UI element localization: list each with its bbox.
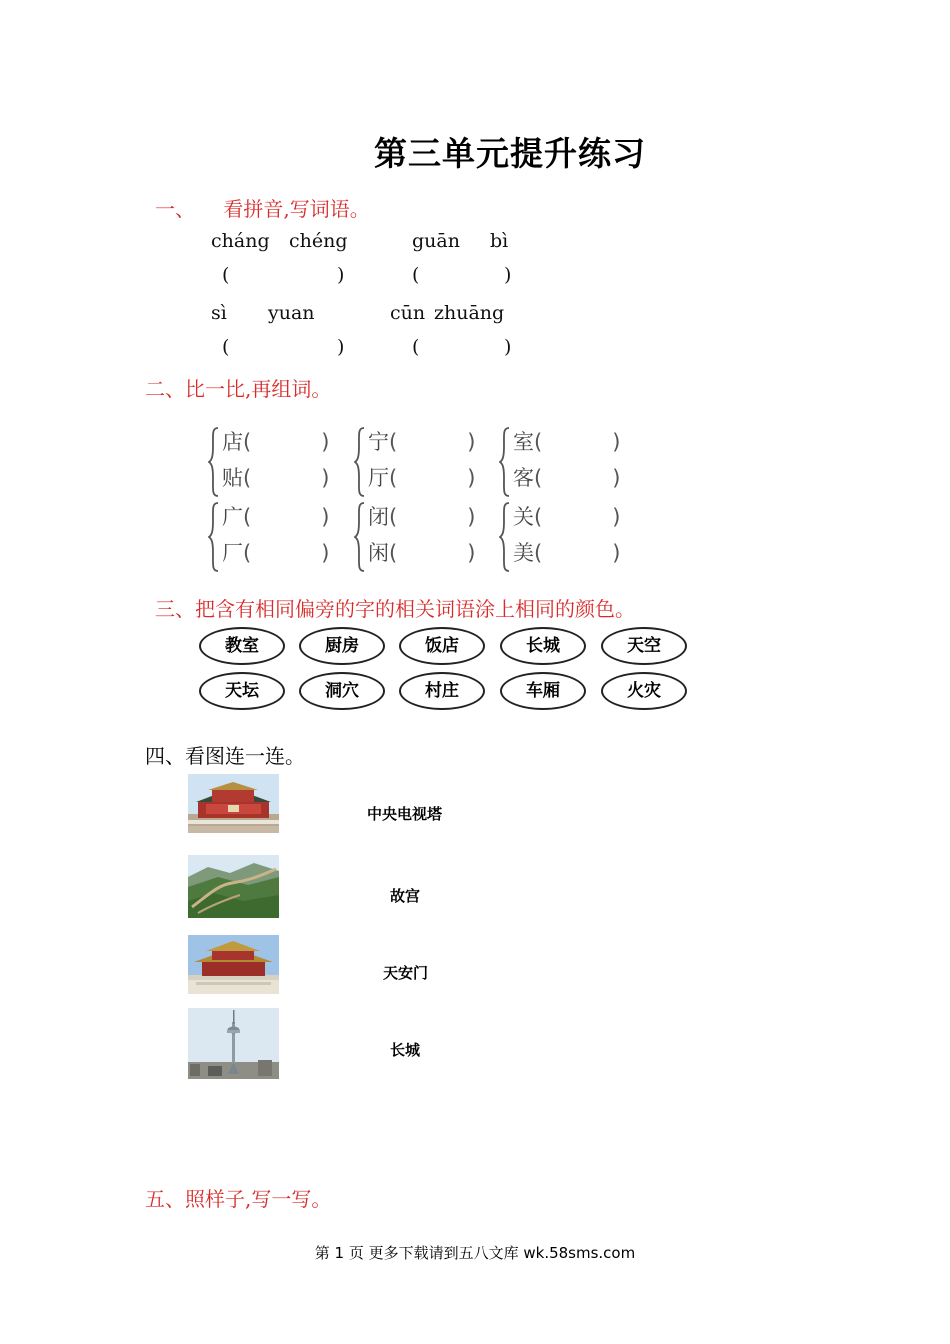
tiananmen-photo[interactable] [188, 774, 279, 833]
paren-open: ( [534, 466, 543, 490]
brace-icon [499, 501, 511, 573]
cctv-tower-photo[interactable] [188, 1008, 279, 1079]
compare-row[interactable] [513, 537, 620, 567]
paren-open: ( [389, 430, 398, 454]
compare-char: 关 [513, 505, 534, 529]
place-label[interactable]: 故宫 [390, 887, 421, 905]
compare-char: 厂 [222, 541, 243, 565]
section3-heading: 三、把含有相同偏旁的字的相关词语涂上相同的颜色。 [155, 597, 635, 621]
page-title: 第三单元提升练习 [374, 134, 646, 173]
answer-paren-close: ) [504, 264, 512, 286]
paren-close: ) [321, 430, 330, 454]
compare-char: 室 [513, 430, 534, 454]
word-oval[interactable]: 天坛 [199, 672, 285, 710]
compare-row[interactable] [513, 426, 620, 456]
pinyin: chéng [289, 230, 348, 252]
compare-group [499, 426, 639, 502]
section1-heading [155, 193, 370, 222]
answer-paren-open[interactable]: ( [412, 336, 420, 358]
word-oval[interactable]: 饭店 [399, 627, 485, 665]
section1-number: 一、 [155, 197, 195, 221]
compare-row[interactable] [368, 462, 475, 492]
paren-open: ( [534, 505, 543, 529]
compare-char: 闭 [368, 505, 389, 529]
answer-paren-close: ) [337, 336, 345, 358]
compare-row[interactable] [222, 501, 329, 531]
brace-icon [208, 501, 220, 573]
compare-group [354, 426, 494, 502]
great-wall-photo[interactable] [188, 855, 279, 918]
compare-row[interactable] [368, 537, 475, 567]
word-oval[interactable]: 洞穴 [299, 672, 385, 710]
paren-close: ) [467, 430, 476, 454]
paren-close: ) [321, 466, 330, 490]
compare-row[interactable] [368, 426, 475, 456]
paren-close: ) [612, 505, 621, 529]
word-oval[interactable]: 教室 [199, 627, 285, 665]
word-oval[interactable]: 车厢 [500, 672, 586, 710]
pinyin: sì [211, 302, 227, 324]
paren-close: ) [321, 505, 330, 529]
answer-paren-close: ) [504, 336, 512, 358]
word-oval[interactable]: 天空 [601, 627, 687, 665]
pinyin: bì [490, 230, 509, 252]
compare-row[interactable] [513, 462, 620, 492]
answer-paren-close: ) [337, 264, 345, 286]
brace-icon [499, 426, 511, 498]
paren-open: ( [389, 466, 398, 490]
paren-open: ( [389, 505, 398, 529]
compare-row[interactable] [222, 426, 329, 456]
compare-group [208, 501, 348, 577]
compare-row[interactable] [222, 537, 329, 567]
section2-heading: 二、比一比,再组词。 [145, 377, 332, 401]
compare-group [208, 426, 348, 502]
section5-heading: 五、照样子,写一写。 [145, 1187, 332, 1211]
pinyin: guān [412, 230, 460, 252]
paren-close: ) [612, 430, 621, 454]
paren-open: ( [243, 430, 252, 454]
compare-char: 宁 [368, 430, 389, 454]
paren-open: ( [534, 541, 543, 565]
brace-icon [354, 426, 366, 498]
compare-char: 店 [222, 430, 243, 454]
pinyin: cūn [390, 302, 426, 324]
place-label[interactable]: 长城 [390, 1041, 421, 1059]
section1-text: 看拼音,写词语。 [223, 197, 370, 221]
place-label[interactable]: 中央电视塔 [367, 805, 443, 823]
compare-char: 闲 [368, 541, 389, 565]
word-oval[interactable]: 长城 [500, 627, 586, 665]
compare-row[interactable] [222, 462, 329, 492]
word-oval[interactable]: 厨房 [299, 627, 385, 665]
pinyin: yuan [268, 302, 315, 324]
compare-group [354, 501, 494, 577]
word-oval[interactable]: 村庄 [399, 672, 485, 710]
paren-close: ) [321, 541, 330, 565]
compare-char: 客 [513, 466, 534, 490]
paren-close: ) [467, 466, 476, 490]
word-oval[interactable]: 火灾 [601, 672, 687, 710]
section4-heading: 四、看图连一连。 [145, 744, 305, 768]
compare-row[interactable] [368, 501, 475, 531]
compare-char: 广 [222, 505, 243, 529]
paren-open: ( [243, 505, 252, 529]
compare-char: 厅 [368, 466, 389, 490]
paren-open: ( [243, 466, 252, 490]
brace-icon [354, 501, 366, 573]
forbidden-city-photo[interactable] [188, 935, 279, 994]
page-footer: 第 1 页 更多下载请到五八文库 wk.58sms.com [314, 1244, 636, 1262]
paren-open: ( [389, 541, 398, 565]
paren-open: ( [243, 541, 252, 565]
paren-close: ) [467, 505, 476, 529]
paren-close: ) [612, 466, 621, 490]
answer-paren-open[interactable]: ( [222, 264, 230, 286]
compare-char: 贴 [222, 466, 243, 490]
answer-paren-open[interactable]: ( [222, 336, 230, 358]
compare-char: 美 [513, 541, 534, 565]
pinyin: zhuāng [434, 302, 505, 324]
paren-close: ) [612, 541, 621, 565]
paren-close: ) [467, 541, 476, 565]
compare-row[interactable] [513, 501, 620, 531]
compare-group [499, 501, 639, 577]
pinyin: cháng [211, 230, 270, 252]
answer-paren-open[interactable]: ( [412, 264, 420, 286]
paren-open: ( [534, 430, 543, 454]
place-label[interactable]: 天安门 [383, 964, 429, 982]
brace-icon [208, 426, 220, 498]
